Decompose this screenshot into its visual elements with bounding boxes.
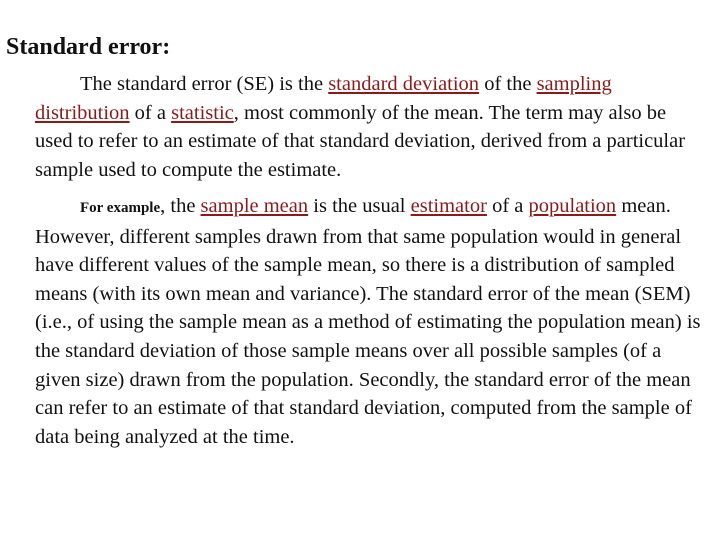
- text-run: , the: [160, 195, 201, 217]
- text-run: of a: [129, 101, 172, 124]
- text-run: of the: [479, 73, 537, 95]
- example-paragraph: [35, 192, 705, 451]
- text-run: of a: [486, 195, 529, 217]
- link-sample-mean[interactable]: sample mean: [200, 195, 309, 217]
- slide-title: Standard error:: [6, 34, 171, 60]
- text-run: The standard error (SE) is the: [80, 73, 329, 95]
- link-standard-deviation[interactable]: standard deviation: [328, 73, 480, 95]
- text-run: is the usual: [308, 195, 411, 217]
- text-run: mean. However, different samples drawn from that same population would in general have different values of the sample mean, so there is a distribution of sampled means (with its own mean and variance). The standard error of the mean (SEM) (i.e., of using the sample mean as a method of estimating the population mean) is the standard deviation of those sample means over all possible samples (of a given size) drawn from the population. Secondly, the standard error of the mean can refer to an estimate of that standard deviation, computed from the sample of data being analyzed at the time.: [35, 195, 701, 448]
- definition-paragraph: [35, 70, 705, 184]
- example-lead: For example: [80, 200, 161, 216]
- link-statistic[interactable]: statistic: [171, 101, 234, 124]
- link-estimator[interactable]: estimator: [410, 195, 487, 217]
- link-sampling-distribution[interactable]: sampling distribution: [35, 73, 612, 124]
- text-run: , most commonly of the mean. The term may also be used to refer to an estimate of that standard deviation, derived from a particular sample used to compute the estimate.: [35, 101, 686, 181]
- link-population[interactable]: population: [528, 195, 617, 217]
